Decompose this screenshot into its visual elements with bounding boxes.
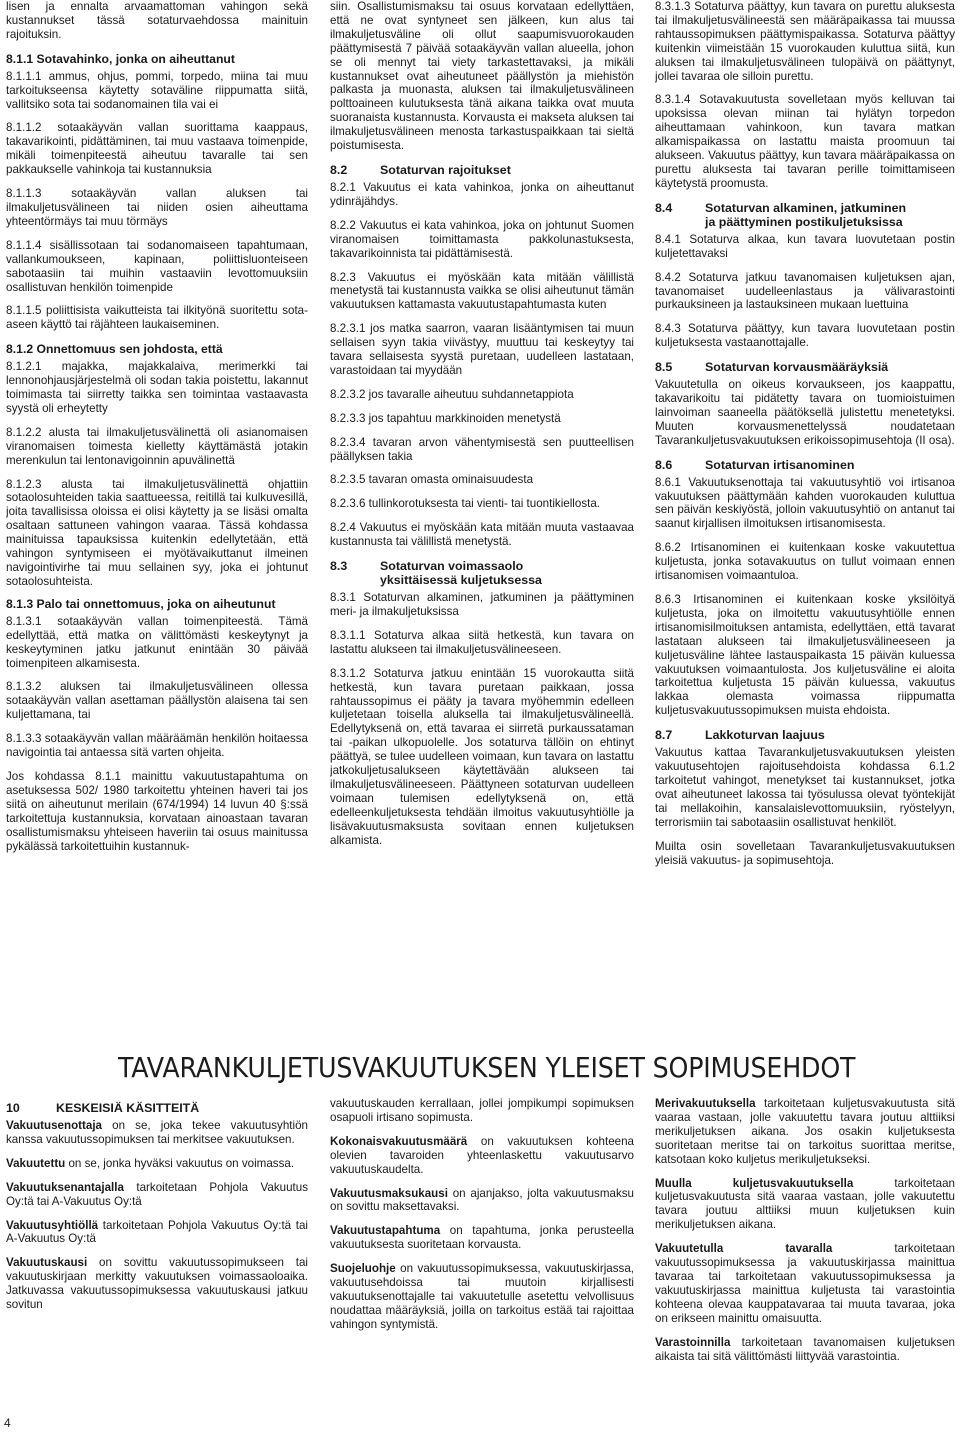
paragraph: 8.1.1.4 sisällissotaan tai sodanomaiseen tapahtumaan, vallankumoukseen, kapinaan, poliittisluonteiseen sabotaasiin tai muihin vastaaviin levottomuuksiin osallistuvan henkilön toimenpide [6,238,308,294]
paragraph: siin. Osallistumismaksu tai osuus korvataan edellyttäen, että ne ovat syntyneet sen jälkeen, kun alus tai ilmakuljetusväline oli ollut saapumisvuorokauden päättymisestä 7 päivää sotaakäyvän vallan alueella, johon se oli mennyt tai viety tarkastettavaksi, ja mikäli kustannukset ovat aiheutuneet päällystön ja miehistön palkasta ja muonasta, aluksen tai ilmakuljetusvälineen polttoaineen kulutuksesta tänä aikana taikka ovat muuta suoranaista kustannusta. Korvausta ei makseta aluksen tai ilmakuljetusvälineen menosta tarkastuspaikkaan tai sieltä poistumisesta. [330,0,634,153]
definition-item [6,1181,308,1209]
definition-text: on ajanjakso, jolta vakuutusmaksu on sovittu maksettavaksi. [330,1186,634,1214]
column-1 [6,0,308,1075]
paragraph: 8.3.1.2 Sotaturva jatkuu enintään 15 vuorokautta siitä hetkestä, kun tavara puretaan paikkaan, jossa rahtaussopimus ei pääty ja tavara myöhemmin edelleen kuljetetaan toisella aluksella tai ilmakuljetusvälineellä. Edellytyksenä on, että tavaraa ei siirretä purkaussataman tai -paikan ulkopuolelle. Jos sotaturva tällöin on ehtinyt päättyä, se tulee uudelleen voimaan, kun tavara on lastattu jatkokuljetusalukseen käytettävään alukseen tai ilmakuljetusvälineeseen. Päättyneen sotaturvan uudelleen voimaan tulemisen edellytyksenä on, että edelleenkuljetuksesta tehdään ilmoitus vakuutusyhtiölle ja lisävakuutusmaksusta sovitaan ennen kuljetuksen alkamista. [330,666,634,847]
definition-term: Merivakuutuksella [655,1097,756,1110]
definition-text: on vakuutuksen kohteena olevien tavaroiden yhteenlaskettu vakuutusarvo vakuutuskaudelta. [330,1134,634,1176]
definition-item [655,1177,955,1233]
paragraph: 8.2.4 Vakuutus ei myöskään kata mitään muuta vastaavaa kustannusta tai välillistä menetystä. [330,521,634,549]
column-2 [330,0,634,1075]
paragraph: 8.3.1.1 Sotaturva alkaa siitä hetkestä, kun tavara on lastattu alukseen tai ilmakuljetusvälineeseen. [330,628,634,656]
definition-text: on se, jonka hyväksi vakuutus on voimassa. [65,1156,295,1170]
definition-item [330,1224,634,1252]
paragraph: 8.3.1.3 Sotaturva päättyy, kun tavara on purettu aluksesta tai ilmakuljetusvälineestä sen määräpaikassa tai muussa rahtaussopimuksen päättymispaikassa. Sotaturva päättyy kuitenkin viimeistään 15 vuorokauden kuluttua siitä, kun aluksen tai ilmakuljetusvälineen tulopäivä on päättynyt, jollei tavaraa ole silloin purettu. [655,0,955,83]
paragraph: 8.2.3.6 tullinkorotuksesta tai vienti- tai tuontikiellosta. [330,497,601,511]
definition-text: tarkoitetaan tavanomaisen kuljetuksen aikaista tai sitä välittömästi liittyvää varastointia. [655,1335,955,1363]
definition-item [330,1262,634,1332]
section-heading-8-5: 8.5 Sotaturvan korvausmääräyksiä [655,360,889,375]
paragraph: 8.4.3 Sotaturva päättyy, kun tavara luovutetaan postin kuljetuksesta vastaanottajalle. [655,322,955,350]
definition-text: tarkoitetaan vakuutussopimuksessa ja vakuutuskirjassa mainittua tavaraa tai tarkoitetaan vakuutussopimuksessa ja vakuutuskirjassa mainittua kuljetusta tai varastointia kohteena olevaa kauppatavaraa tai muuta tavaraa, joka on erikseen mainittu omaisuutta. [655,1242,955,1325]
definition-text: on vakuutussopimuksessa, vakuutuskirjassa, vakuutusehdoissa tai muutoin kirjallisesti vakuutuksenottajalle tai vakuutetulle asetettu velvollisuus noudattaa määräyksiä, joilla on tarkoitus estää tai rajoittaa vahingon syntymistä. [330,1262,634,1331]
section-heading-8-2: 8.2 Sotaturvan rajoitukset [330,162,511,177]
definition-text: on tapahtuma, jonka perusteella vakuutuksesta suoritetaan korvausta. [330,1224,634,1252]
paragraph: 8.3.1.4 Sotavakuutusta sovelletaan myös kelluvan tai upoksissa olevan miinan tai hylätyn torpedon aiheuttamaan vahinkoon, kun tavara matkan alkamispaikassa on lastattu maista proomuun tai alukseen. Vakuutus päättyy, kun tavara määräpaikassa on purettu aluksesta tai tavaran perille toimittamiseen käytetystä proomusta. [655,93,955,190]
paragraph: 8.6.3 Irtisanominen ei kuitenkaan koske yksilöityä kuljetusta, joka on ilmoitettu vakuutusyhtiölle ennen irtisanomisilmoituksen antamista, edellyttäen, että tavarat lastataan alukseen tai ilmakuljetusvälineeseen ja kuljetusväline lähtee lastauspaikasta 15 päivän kuluessa vakuutuksen voimaantulosta. Jos kuljetusväline ei aloita tarkoitettua kuljetusta 15 päivän kuluessa, vakuutus lakkaa olemasta voimassa riippumatta kuljetusvakuutussopimuksen muista ehdoista. [655,593,955,718]
definition-text: on se, joka tekee vakuutusyhtiön kanssa vakuutussopimuksen tai merkitsee vakuutuksen. [6,1119,308,1146]
definitions-column-3 [655,1097,955,1397]
paragraph: 8.2.3.2 jos tavaralle aiheutuu suhdannetappiota [330,387,574,401]
paragraph: 8.2.1 Vakuutus ei kata vahinkoa, jonka on aiheuttanut ydinräjähdys. [330,180,634,208]
definition-term: Vakuutetulla tavaralla [655,1242,833,1256]
paragraph: 8.1.1.3 sotaakäyvän vallan aluksen tai ilmakuljetusvälineen tai niiden osien aiheuttama yhteentörmäys tai muu törmäys [6,187,308,228]
paragraph: 8.3.1 Sotaturvan alkaminen, jatkuminen ja päättyminen meri- ja ilmakuljetuksissa [330,591,634,618]
definition-term: Vakuutusyhtiöllä [6,1218,99,1232]
definition-term: Vakuutuskausi [6,1256,88,1270]
definition-term: Suojeluohje [330,1262,396,1276]
paragraph: 8.4.2 Sotaturva jatkuu tavanomaisen kuljetuksen ajan, tavanomaiset uudelleenlastaus ja välivarastointi purkauksineen ja lastauksineen mukaan luettuina [655,270,955,312]
paragraph: 8.1.2.2 alusta tai ilmakuljetusvälinettä oli asianomaisen viranomaisen toimesta kielletty käyttämästä jotakin merenkulun tai lentonavigoinnin apuvälinettä [6,425,308,467]
definition-item [330,1135,634,1177]
section-heading-10: 10 KESKEISIÄ KÄSITTEITÄ [6,1101,200,1115]
definition-item [655,1242,955,1325]
paragraph: 8.1.3.3 sotaakäyvän vallan määräämän henkilön hoitaessa navigointia tai antaessa sitä varten ohjeita. [6,732,308,760]
paragraph: 8.2.2 Vakuutus ei kata vahinkoa, joka on johtunut Suomen viranomaisen toimittamasta pakkolunastuksesta, takavarikoinnista tai pidättämisestä. [330,218,634,260]
paragraph: 8.2.3.4 tavaran arvon vähentymisestä sen puutteellisen päällyksen takia [330,435,634,463]
paragraph: 8.4.1 Sotaturva alkaa, kun tavara luovutetaan postin kuljetettavaksi [655,232,955,260]
paragraph: 8.1.1.1 ammus, ohjus, pommi, torpedo, miina tai muu tarkoitukseensa käytetty sotaväline riippumatta siitä, vallitsiko sota tai sodanomainen tila vai ei [6,69,308,111]
definition-item [6,1219,308,1247]
paragraph: 8.1.3.1 sotaakäyvän vallan toimenpiteestä. Tämä edellyttää, että matka on välittömästi keskeytynyt ja keskeytyminen jatku jatkunut enintään 30 päivää toimenpiteen alkamisesta. [6,614,308,670]
section-heading-8-3: 8.3 Sotaturvan voimassaolo yksittäisessä kuljetuksessa [330,559,542,588]
definition-item [330,1187,634,1215]
section-heading-8-7: 8.7 Lakkoturvan laajuus [655,728,825,743]
paragraph: 8.2.3.5 tavaran omasta ominaisuudesta [330,473,534,487]
paragraph: vakuutuskauden kerrallaan, jollei jompikumpi sopimuksen osapuoli irtisano sopimusta. [330,1097,634,1124]
definitions-column-2 [330,1097,634,1397]
definitions-list [6,1119,308,1312]
paragraph: 8.1.2.1 majakka, majakkalaiva, merimerkki tai lennonohjausjärjestelmä oli sodan takia poistettu, lakannut toimimasta tai siirretty taikka sen toimintaa vastaavasta syystä oli erheytetty [6,360,308,415]
paragraph: 8.1.2.3 alusta tai ilmakuljetusvälinettä ohjattiin sotaolosuhteiden takia saattueessa, reitillä tai kulkuvesillä, joita tavallisissa oloissa ei olisi käytetty ja se lisäsi omalta osaltaan sattuneen vahingon vaaraa. Tässä kohdassa mainituissa tapauksissa kuitenkin edellytetään, että vahingon syntymiseen ei myötävaikuttanut ilmeinen navigointivirhe tai muu sellainen syy, joka ei johtunut sotaolosuhteista. [6,477,308,588]
paragraph: 8.2.3.3 jos tapahtuu markkinoiden menetystä [330,411,561,425]
definitions-list [655,1097,955,1363]
paragraph: 8.2.3 Vakuutus ei myöskään kata mitään välillistä menetystä tai kustannusta vaikka se olisi aiheutunut tämän vakuutuksen kattamasta vakuutustapahtumasta kuten [330,270,634,312]
definition-term: Kokonaisvakuutusmäärä [330,1134,468,1148]
definition-term: Vakuutettu [6,1156,66,1170]
definition-text: tarkoitetaan Pohjola Vakuutus Oy:tä tai A-Vakuutus Oy:tä [6,1180,308,1208]
paragraph: 8.1.3.2 aluksen tai ilmakuljetusvälineen ollessa sotaakäyvän vallan asettaman päällystön alaisena tai sen kuljettamana, tai [6,680,308,722]
column-3 [655,0,955,1075]
definition-item [6,1256,308,1312]
definition-term: Varastoinnilla [655,1335,731,1349]
definition-text: tarkoitetaan Pohjola Vakuutus Oy:tä tai A-Vakuutus Oy:tä [6,1218,308,1246]
definition-item [6,1119,308,1147]
page-number: 4 [4,1416,11,1430]
paragraph: 8.1.1.2 sotaakäyvän vallan suorittama kaappaus, takavarikointi, pidättäminen, tai muu vastaava toimenpide, mikäli toimenpiteestä aiheutuu tavaralle tai sen pakkaukselle vahinkoja tai kustannuksia [6,121,308,177]
definition-term: Vakuutusenottaja [6,1119,102,1132]
definition-text: on sovittu vakuutussopimukseen tai vakuutuskirjaan merkitty vakuutuksen voimassaoloaika. Jatkuvassa vakuutussopimuksessa vakuutuskausi jatkuu sovitun [6,1256,308,1312]
section-heading-8-1-1: 8.1.1 Sotavahinko, jonka on aiheuttanut [6,51,235,66]
paragraph: Vakuutus kattaa Tavarankuljetusvakuutuksen yleisten vakuutusehtojen rajoitusehdoista kohdassa 6.1.2 tarkoitetut vahingot, menetykset tai kustannukset, jotka ovat aiheutuneet lakossa tai työsulussa olevat työntekijät tai mellakoihin, kansalaislevottomuuksiin, ryöstelyyn, terrorismiin tai sabotaasiin osallistuvat henkilöt. [655,746,955,829]
paragraph: 8.1.1.5 poliittisista vaikutteista tai ilkityönä suoritettu sota-aseen käyttö tai räjähteen laukaiseminen. [6,304,308,332]
paragraph: Vakuutetulla on oikeus korvaukseen, jos kaappattu, takavarikoitu tai pidätetty tavara on tuomioistuimen lainvoiman saaneella päätöksellä julistettu menetetyksi. Muuten korvausmenettelyssä noudatetaan Tavarankuljetusvakuutuksen erikoissopimusehtoja (II osa). [655,378,955,447]
definition-text: tarkoitetaan kuljetusvakuutusta sitä vaaraa vastaan, jolle vakuutettu tavara joutuu alttiiksi muun kuljetuksen kuin merikuljetuksen aikana. [655,1176,955,1232]
section-heading-8-4: 8.4 Sotaturvan alkaminen, jatkuminen ja päättyminen postikuljetuksissa [655,200,907,229]
paragraph: 8.6.1 Vakuutuksenottaja tai vakuutusyhtiö voi irtisanoa vakuutuksen päättymään kahden vuorokauden kuluttua sen päivän keskiyöstä, jolloin vakuutusyhtiö on antanut tai saanut kirjallisen ilmoituksen irtisanomisesta. [655,475,955,531]
definition-term: Vakuutusmaksukausi [330,1186,448,1200]
page-title: TAVARANKULJETUSVAKUUTUKSEN YLEISET SOPIMUSEHDOT [118,1052,856,1084]
paragraph: 8.6.2 Irtisanominen ei kuitenkaan koske vakuutettua kuljetusta, jonka sotavakuutus on tullut voimaan ennen irtisanomisen voimaantuloa. [655,541,955,583]
paragraph: lisen ja ennalta arvaamattoman vahingon sekä kustannukset tässä sotaturvaehdossa mainituin rajoituksin. [6,0,308,41]
paragraph: 8.2.3.1 jos matka saarron, vaaran lisääntymisen tai muun sellaisen syyn takia viivästyy, muuttuu tai keskeytyy tai tavara sellaisesta syystä puretaan, uudelleen lastataan, varastoidaan tai myydään [330,322,634,377]
paragraph: Muilta osin sovelletaan Tavarankuljetusvakuutuksen yleisiä vakuutus- ja sopimusehtoja. [655,839,955,867]
paragraph: Jos kohdassa 8.1.1 mainittu vakuutustapahtuma on asetuksessa 502/ 1980 tarkoitettu yhteinen haveri tai jos siitä on aiheutunut merilain (674/1994) 14 luvun 40 §:ssä tarkoitettuja kustannuksia, korvataan ainoastaan tavaran osallistumismaksu yhteiseen haveriin tai osuus mainitussa pykälässä tarkoitettuihin kustannuk- [6,769,308,853]
section-heading-8-1-3: 8.1.3 Palo tai onnettomuus, joka on aiheutunut [6,596,276,611]
definitions-column-1 [6,1097,308,1397]
definition-term: Vakuutustapahtuma [330,1224,441,1238]
definition-term: Muulla kuljetusvakuutuksella [655,1176,854,1190]
section-heading-8-1-2: 8.1.2 Onnettomuus sen johdosta, että [6,342,223,357]
definition-term: Vakuutuksenantajalla [6,1180,124,1194]
definition-text: tarkoitetaan kuljetusvakuutusta sitä vaaraa vastaan, jolle vakuutettu tavara joutuu alttiiksi merikuljetuksen aikana. Jos osakin kuljetuksesta suoritetaan meritse tai on tarkoitus suorittaa meritse, katsotaan koko kuljetus merikuljetukseksi. [655,1097,955,1166]
definitions-list [330,1135,634,1332]
definition-item [655,1097,955,1167]
definition-item [6,1157,308,1171]
section-heading-8-6: 8.6 Sotaturvan irtisanominen [655,457,855,472]
definition-item [655,1336,955,1364]
